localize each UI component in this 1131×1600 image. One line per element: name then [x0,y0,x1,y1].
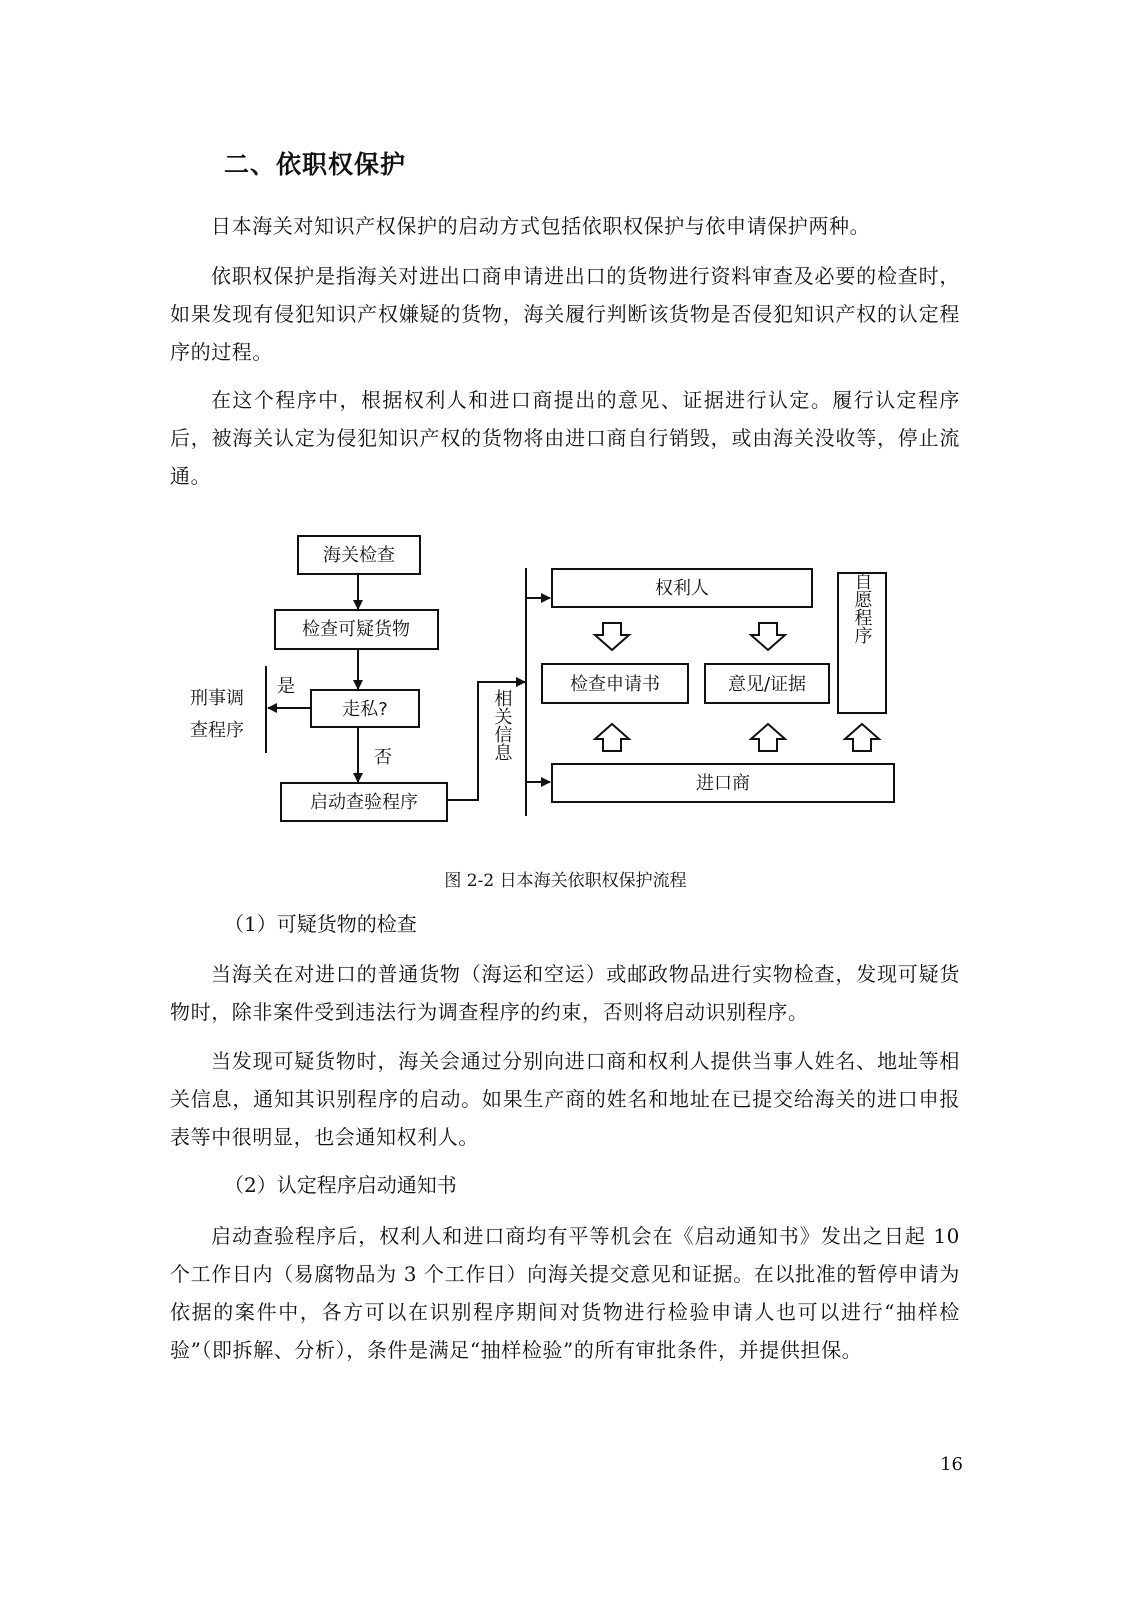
yes-label: 是 [277,676,295,697]
intro-paragraph-2: 依职权保护是指海关对进出口商申请进出口的货物进行资料审查及必要的检查时，如果发现有侵犯知识产权嫌疑的货物，海关履行判断该货物是否侵犯知识产权的认定程序的过程。 [170,264,960,364]
criminal-label-line2: 查程序 [190,720,244,741]
no-label: 否 [374,747,392,768]
flowchart [180,528,910,838]
up-arrow-icon [595,724,629,751]
up-arrow-icon [751,724,785,751]
importer-label: 进口商 [696,773,750,794]
down-arrow-icon [751,623,785,650]
customs-inspection-label: 海关检查 [323,545,395,566]
subsection-2-title: （2）认定程序启动通知书 [224,1173,457,1197]
up-arrow-icon [845,724,879,751]
page-number: 16 [940,1454,963,1475]
rights-holder-label: 权利人 [655,578,709,599]
figure-caption: 图 2-2 日本海关依职权保护流程 [444,871,687,891]
start-inspection-label: 启动查验程序 [310,792,418,813]
intro-paragraph-3: 在这个程序中，根据权利人和进口商提出的意见、证据进行认定。履行认定程序后，被海关认定为侵犯知识产权的货物将由进口商自行销毁，或由海关没收等，停止流通。 [170,388,960,488]
subsection-1-title: （1）可疑货物的检查 [224,912,417,936]
down-arrow-icon [595,623,629,650]
inspection-application-label: 检查申请书 [570,674,660,695]
related-info-label: 相关信息 [491,689,513,761]
section-heading: 二、依职权保护 [224,150,407,179]
subsection-1-paragraph-1: 当海关在对进口的普通货物（海运和空运）或邮政物品进行实物检查，发现可疑货物时，除非案件受到违法行为调查程序的约束，否则将启动识别程序。 [170,962,960,1024]
intro-paragraph-1: 日本海关对知识产权保护的启动方式包括依职权保护与依申请保护两种。 [211,214,871,238]
voluntary-procedure-label: 自愿程序 [851,572,873,644]
subsection-2-paragraph-1: 启动查验程序后，权利人和进口商均有平等机会在《启动通知书》发出之日起 10 个工作日内（易腐物品为 3 个工作日）向海关提交意见和证据。在以批准的暂停申请为依据的案件中，各方可以在识别程序期间对货物进行检验申请人也可以进行“抽样检验”（即拆解、分析），条件是满足“抽样检验”的所有审批条件，并提供担保。 [170,1224,960,1362]
subsection-1-paragraph-2: 当发现可疑货物时，海关会通过分别向进口商和权利人提供当事人姓名、地址等相关信息，通知其识别程序的启动。如果生产商的姓名和地址在已提交给海关的进口申报表等中很明显，也会通知权利人。 [170,1049,960,1149]
inspect-suspicious-label: 检查可疑货物 [302,619,410,640]
smuggling-label: 走私? [342,699,388,720]
criminal-label-line1: 刑事调 [190,688,244,709]
opinion-evidence-label: 意见/证据 [727,674,807,695]
